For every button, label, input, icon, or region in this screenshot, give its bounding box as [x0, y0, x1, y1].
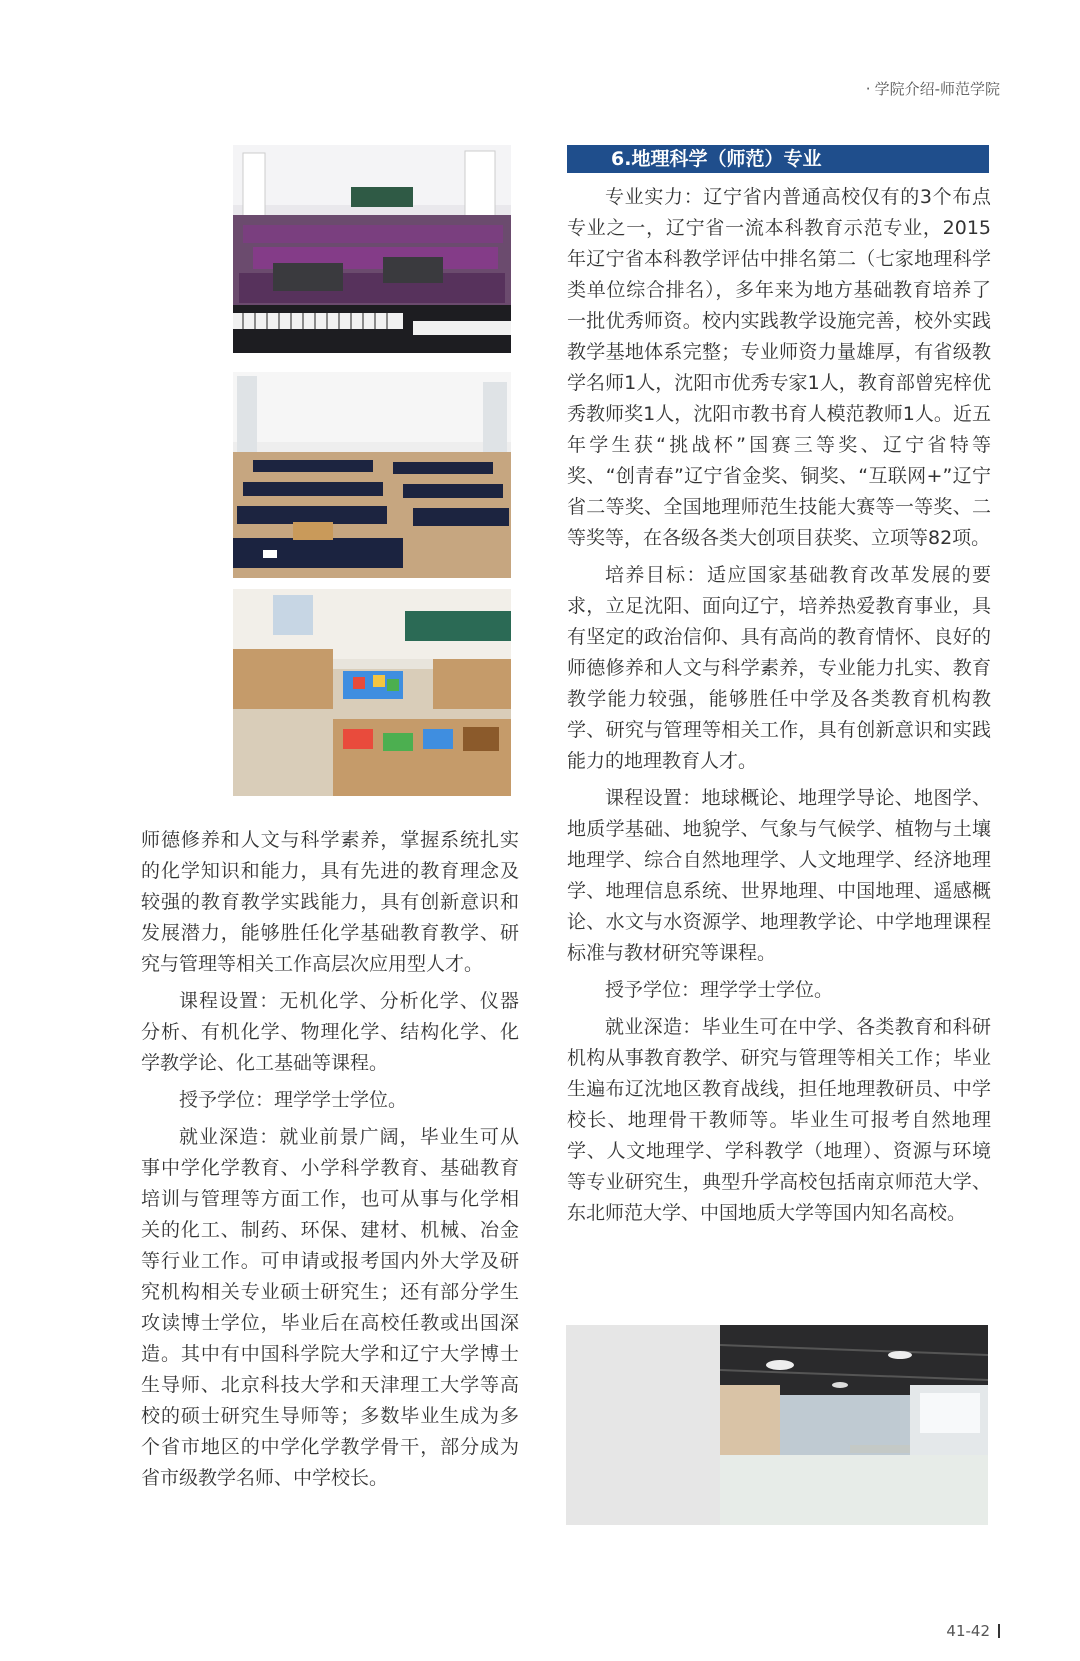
page-number	[946, 1622, 1000, 1640]
page-number-bar	[998, 1624, 1000, 1638]
gray-panel	[566, 1325, 720, 1525]
paragraph-chem-degree: 授予学位：理学学士学位。	[179, 1089, 408, 1111]
paragraph-chem-career: 就业深造：就业前景广阔，毕业生可从事中学化学教育、小学科学教育、基础教育培训与管理等方面工作，也可从事与化学相关的化工、制药、环保、建材、机械、冶金等行业工作。可申请或报考国内外大学及研究机构相关专业硕士研究生；还有部分学生攻读博士学位，毕业后在高校任教或出国深造。其中有中国科学院大学和辽宁大学博士生导师、北京科技大学和天津理工大学等高校的硕士研究生导师等；多数毕业生成为多个省市地区的中学化学教学骨干，部分成为省市级教学名师、中学校长。	[141, 1126, 519, 1489]
page-number-text: 41-42	[946, 1622, 990, 1640]
page-header	[866, 78, 1000, 99]
right-column	[567, 182, 991, 1235]
photo-piano-classroom	[233, 145, 511, 353]
header-section: 学院介绍-师范学院	[874, 80, 1000, 98]
paragraph-strength: 专业实力：辽宁省内普通高校仅有的3个布点专业之一，辽宁省一流本科教育示范专业，2015年辽宁省本科教学评估中排名第二（七家地理科学类单位综合排名），多年来为地方基础教育培养了一批优秀师资。校内实践教学设施完善，校外实践教学基地体系完整；专业师资力量雄厚，有省级教学名师1人，沈阳市优秀专家1人，教育部曾宪梓优秀教师奖1人，沈阳市教书育人模范教师1人。近五年学生获“挑战杯”国赛三等奖、辽宁省特等奖、“创青春”辽宁省金奖、铜奖、“互联网+”辽宁省二等奖、全国地理师范生技能大赛等一等奖、二等奖等，在各级各类大创项目获奖、立项等82项。	[567, 186, 991, 549]
photo-dance-studio	[720, 1325, 988, 1525]
left-column	[141, 825, 519, 1500]
paragraph-degree: 授予学位：理学学士学位。	[605, 979, 834, 1001]
header-dot: ·	[865, 80, 871, 98]
paragraph-career: 就业深造：毕业生可在中学、各类教育和科研机构从事教育教学、研究与管理等相关工作；毕业生遍布辽沈地区教育战线，担任地理教研员、中学校长、地理骨干教师等。毕业生可报考自然地理学、人文地理学、学科教学（地理）、资源与环境等专业研究生，典型升学高校包括南京师范大学、东北师范大学、中国地质大学等国内知名高校。	[567, 1016, 991, 1224]
paragraph-chem-courses: 课程设置：无机化学、分析化学、仪器分析、有机化学、物理化学、结构化学、化学教学论、化工基础等课程。	[141, 990, 519, 1074]
paragraph-courses: 课程设置：地球概论、地理学导论、地图学、地质学基础、地貌学、气象与气候学、植物与土壤地理学、综合自然地理学、人文地理学、经济地理学、地理信息系统、世界地理、中国地理、遥感概论、水文与水资源学、地理教学论、中学地理课程标准与教材研究等课程。	[567, 787, 991, 964]
photo-classroom-desks	[233, 372, 511, 578]
paragraph-goal: 培养目标：适应国家基础教育改革发展的要求，立足沈阳、面向辽宁，培养热爱教育事业，具有坚定的政治信仰、具有高尚的教育情怀、良好的师德修养和人文与科学素养，专业能力扎实、教育教学能力较强，能够胜任中学及各类教育机构教学、研究与管理等相关工作，具有创新意识和实践能力的地理教育人才。	[567, 564, 991, 772]
section-title-geography: 6.地理科学（师范）专业	[567, 145, 989, 173]
photo-toy-room	[233, 589, 511, 796]
paragraph-chem-goal: 师德修养和人文与科学素养，掌握系统扎实的化学知识和能力，具有先进的教育理念及较强的教育教学实践能力，具有创新意识和发展潜力，能够胜任化学基础教育教学、研究与管理等相关工作高层次应用型人才。	[141, 829, 519, 975]
